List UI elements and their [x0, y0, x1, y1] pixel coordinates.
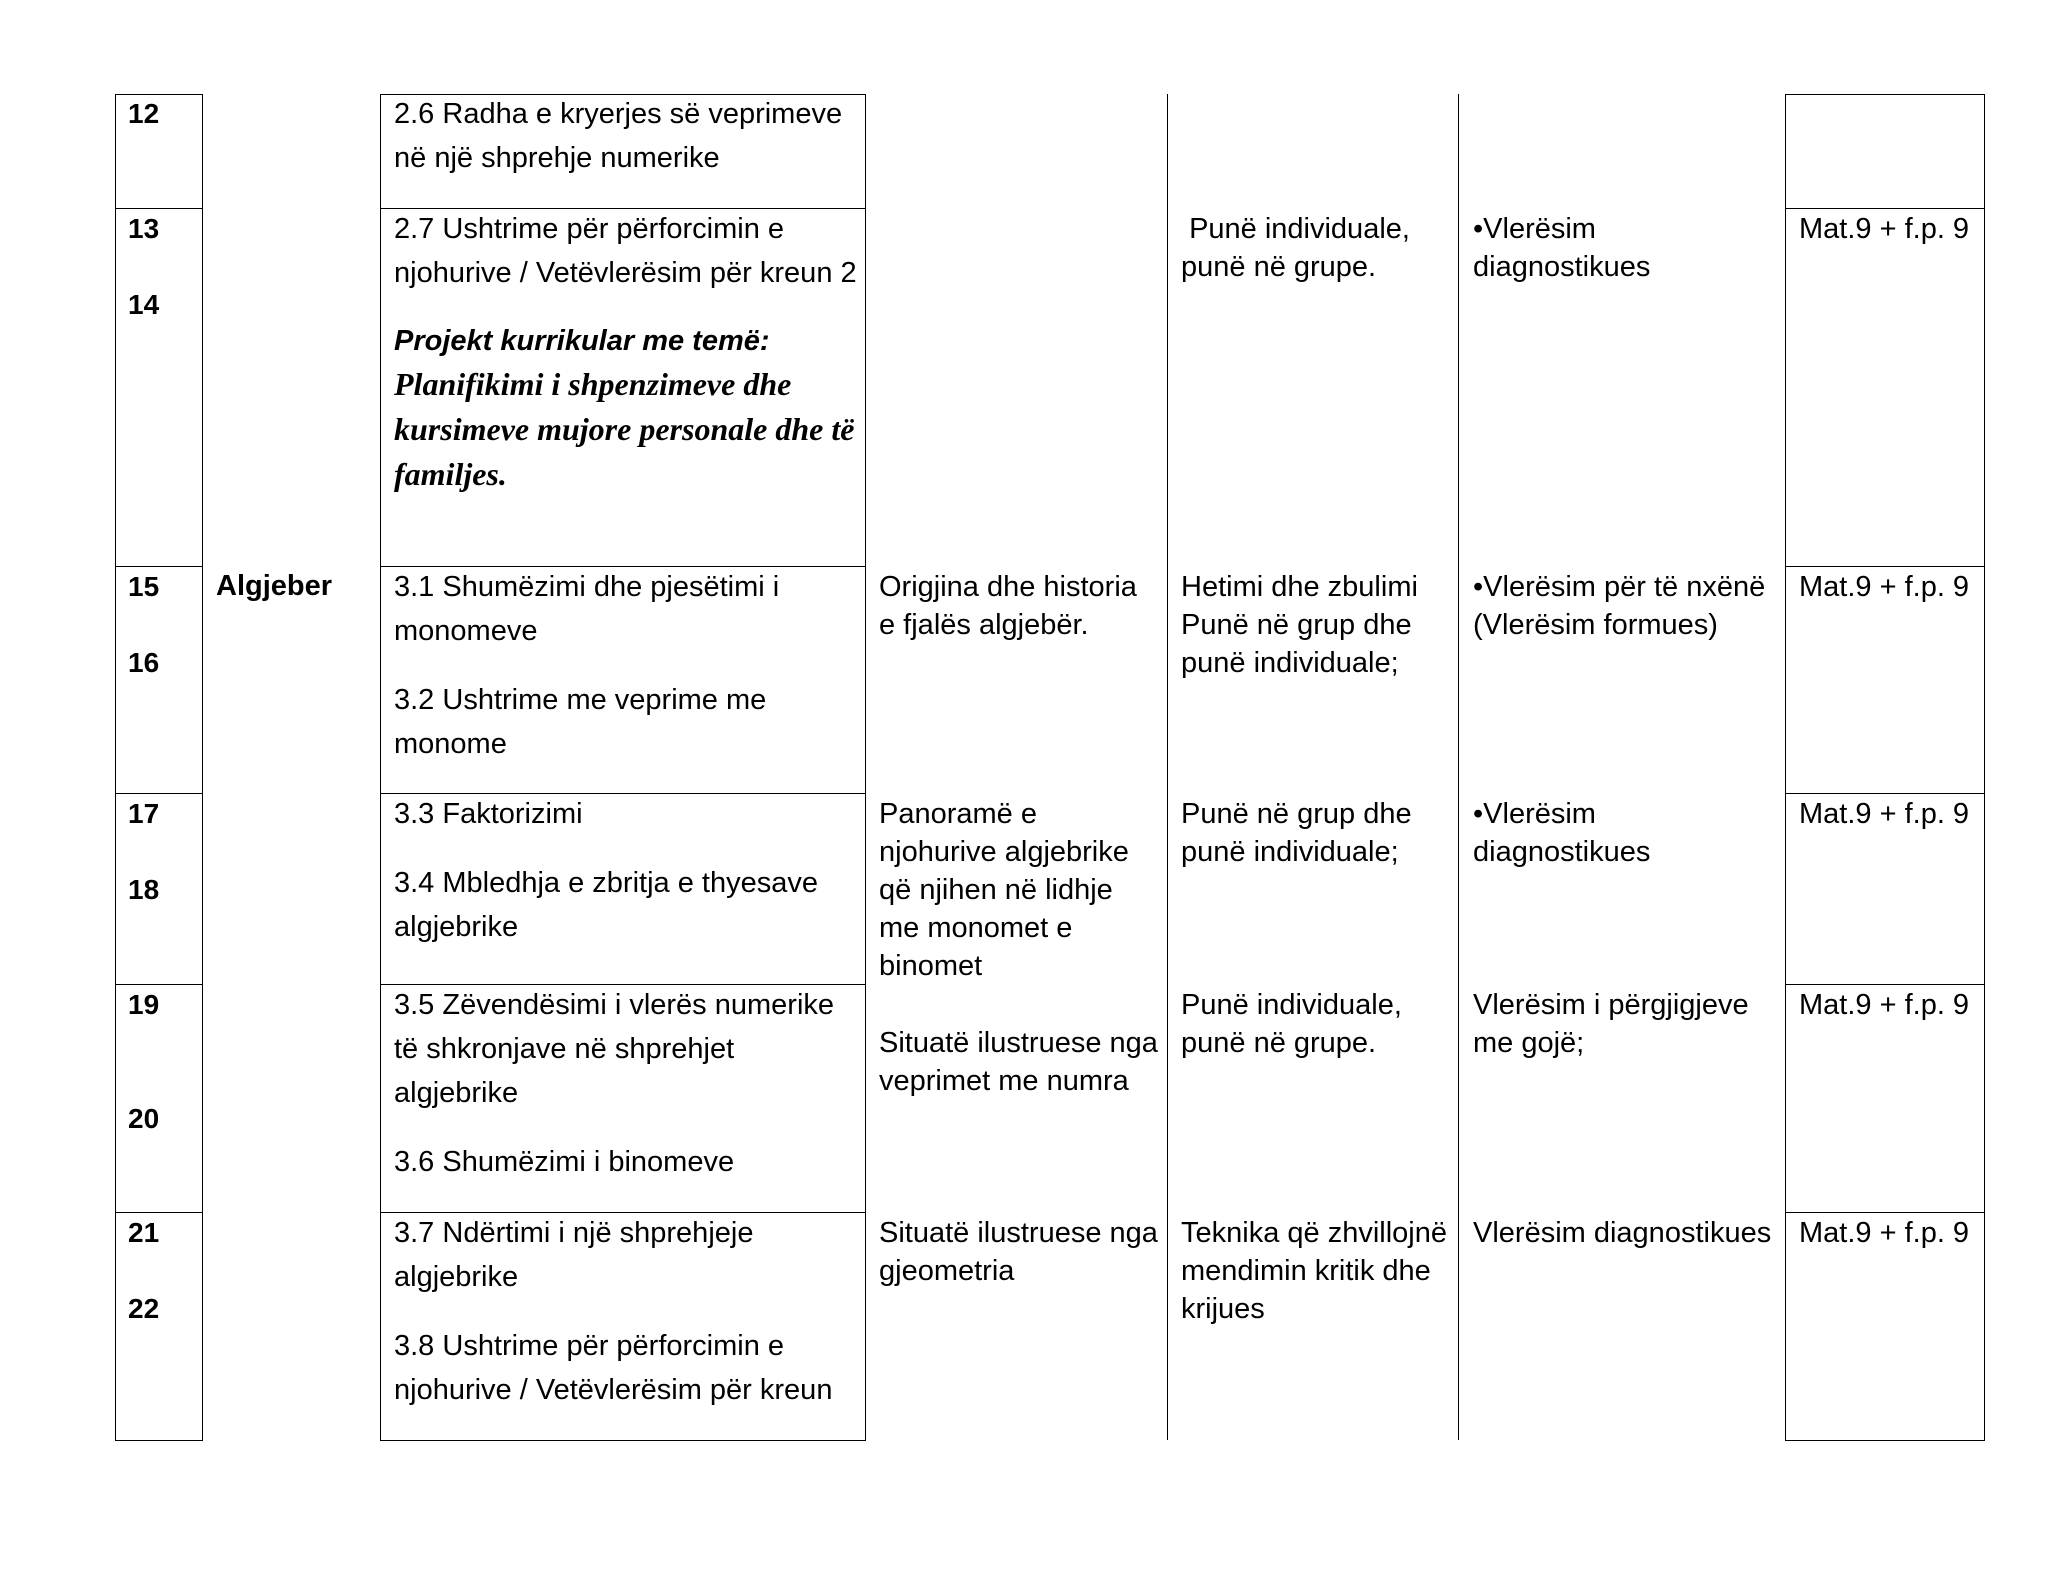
topic-text: 3.4 Mbledhja e zbritja e thyesave algjebrike — [394, 867, 818, 943]
methods-cell: Punë individuale, punë në grupe. — [1181, 989, 1402, 1059]
num-col-sep-4 — [115, 984, 203, 985]
assessment-cell: Vlerësim i përgjigjeve me gojë; — [1473, 989, 1749, 1059]
topic-cell — [394, 92, 859, 180]
lesson-number-cell — [128, 95, 198, 133]
res-col-bottom — [1785, 1440, 1985, 1441]
topic-text: 3.5 Zëvendësimi i vlerës numerike të shkronjave në shprehjet algjebrike — [394, 989, 835, 1109]
lesson-number: 16 — [128, 647, 160, 678]
unit-label: Algjeber — [216, 570, 333, 602]
resources-cell: Mat.9 + f.p. 9 — [1799, 1217, 1970, 1249]
methods-cell: Punë në grup dhe punë individuale; — [1181, 798, 1412, 868]
lesson-number-cell — [128, 1214, 198, 1328]
resources-cell: Mat.9 + f.p. 9 — [1799, 213, 1970, 245]
lesson-number: 21 — [128, 1217, 160, 1248]
num-col-sep-5 — [115, 1212, 203, 1213]
topic-text: 2.7 Ushtrime për përforcimin e njohurive / Vetëvlerësim për kreun 2 — [394, 213, 857, 289]
num-col-sep-1 — [115, 208, 203, 209]
assessment-cell: •Vlerësim diagnostikues — [1473, 798, 1651, 868]
topic-text: 3.1 Shumëzimi dhe pjesëtimi i monomeve — [394, 571, 780, 647]
table-border-resources-left — [1785, 94, 1786, 1440]
table-border-left — [115, 94, 116, 1440]
project-title: Planifikimi i shpenzimeve dhe kursimeve mujore personale dhe të familjes. — [394, 366, 855, 492]
lesson-number: 13 — [128, 213, 160, 244]
assessment-cell: Vlerësim diagnostikues — [1473, 1217, 1772, 1249]
lesson-number: 14 — [128, 289, 160, 320]
table-border-topic-left — [380, 94, 381, 1440]
topic-cell — [394, 792, 859, 949]
situation-cell: Panoramë e njohurive algjebrike që njihen në lidhje me monomet e binomet — [879, 798, 1129, 982]
resources-cell: Mat.9 + f.p. 9 — [1799, 798, 1970, 830]
topic-cell — [394, 983, 859, 1184]
res-col-sep-1 — [1785, 208, 1985, 209]
situation-cell: Situatë ilustruese nga veprimet me numra — [879, 1027, 1158, 1097]
table-border-right — [1984, 94, 1985, 1440]
lesson-number: 12 — [128, 98, 160, 129]
topic-text: 2.6 Radha e kryerjes së veprimeve në një shprehje numerike — [394, 98, 843, 174]
methods-cell: Punë individuale, punë në grupe. — [1181, 213, 1419, 283]
table-border-num-right — [202, 94, 203, 1440]
lesson-number: 15 — [128, 571, 160, 602]
num-col-sep-2 — [115, 566, 203, 567]
res-col-sep-2 — [1785, 566, 1985, 567]
lesson-number: 19 — [128, 989, 160, 1020]
lesson-number-cell — [128, 210, 198, 324]
table-border-topic-right — [865, 94, 866, 1440]
assessment-cell: •Vlerësim diagnostikues — [1473, 213, 1651, 283]
lesson-number-cell — [128, 568, 198, 682]
res-col-sep-3 — [1785, 793, 1985, 794]
num-col-bottom — [115, 1440, 203, 1441]
topic-text: 3.8 Ushtrime për përforcimin e njohurive / Vetëvlerësim për kreun — [394, 1330, 833, 1406]
table-border-assessment-left — [1458, 94, 1459, 1440]
lesson-number: 22 — [128, 1293, 160, 1324]
methods-cell: Teknika që zhvillojnë mendimin kritik dhe krijues — [1181, 1217, 1447, 1325]
topic-cell — [394, 207, 859, 498]
num-col-sep-3 — [115, 793, 203, 794]
lesson-number: 18 — [128, 874, 160, 905]
res-col-sep-4 — [1785, 984, 1985, 985]
situation-cell: Origjina dhe historia e fjalës algjebër. — [879, 571, 1137, 641]
res-col-sep-5 — [1785, 1212, 1985, 1213]
assessment-cell: •Vlerësim për të nxënë (Vlerësim formues) — [1473, 571, 1766, 641]
methods-cell: Hetimi dhe zbulimi Punë në grup dhe punë individuale; — [1181, 571, 1418, 679]
resources-cell: Mat.9 + f.p. 9 — [1799, 989, 1970, 1021]
lesson-number-cell — [128, 986, 198, 1138]
topic-text: 3.6 Shumëzimi i binomeve — [394, 1146, 735, 1178]
res-col-top — [1785, 94, 1985, 95]
topic-text: 3.3 Faktorizimi — [394, 798, 583, 830]
lesson-number-cell — [128, 795, 198, 909]
lesson-number: 17 — [128, 798, 160, 829]
topic-text: 3.7 Ndërtimi i një shprehjeje algjebrike — [394, 1217, 754, 1293]
topic-cell — [394, 1211, 859, 1412]
project-label: Projekt kurrikular me temë: — [394, 325, 770, 357]
topic-text: 3.2 Ushtrime me veprime me monome — [394, 684, 767, 760]
topic-col-bottom — [380, 1440, 866, 1441]
topic-cell — [394, 565, 859, 766]
resources-cell: Mat.9 + f.p. 9 — [1799, 571, 1970, 603]
table-border-methods-left — [1167, 94, 1168, 1440]
situation-cell: Situatë ilustruese nga gjeometria — [879, 1217, 1158, 1287]
lesson-number: 20 — [128, 1103, 160, 1134]
